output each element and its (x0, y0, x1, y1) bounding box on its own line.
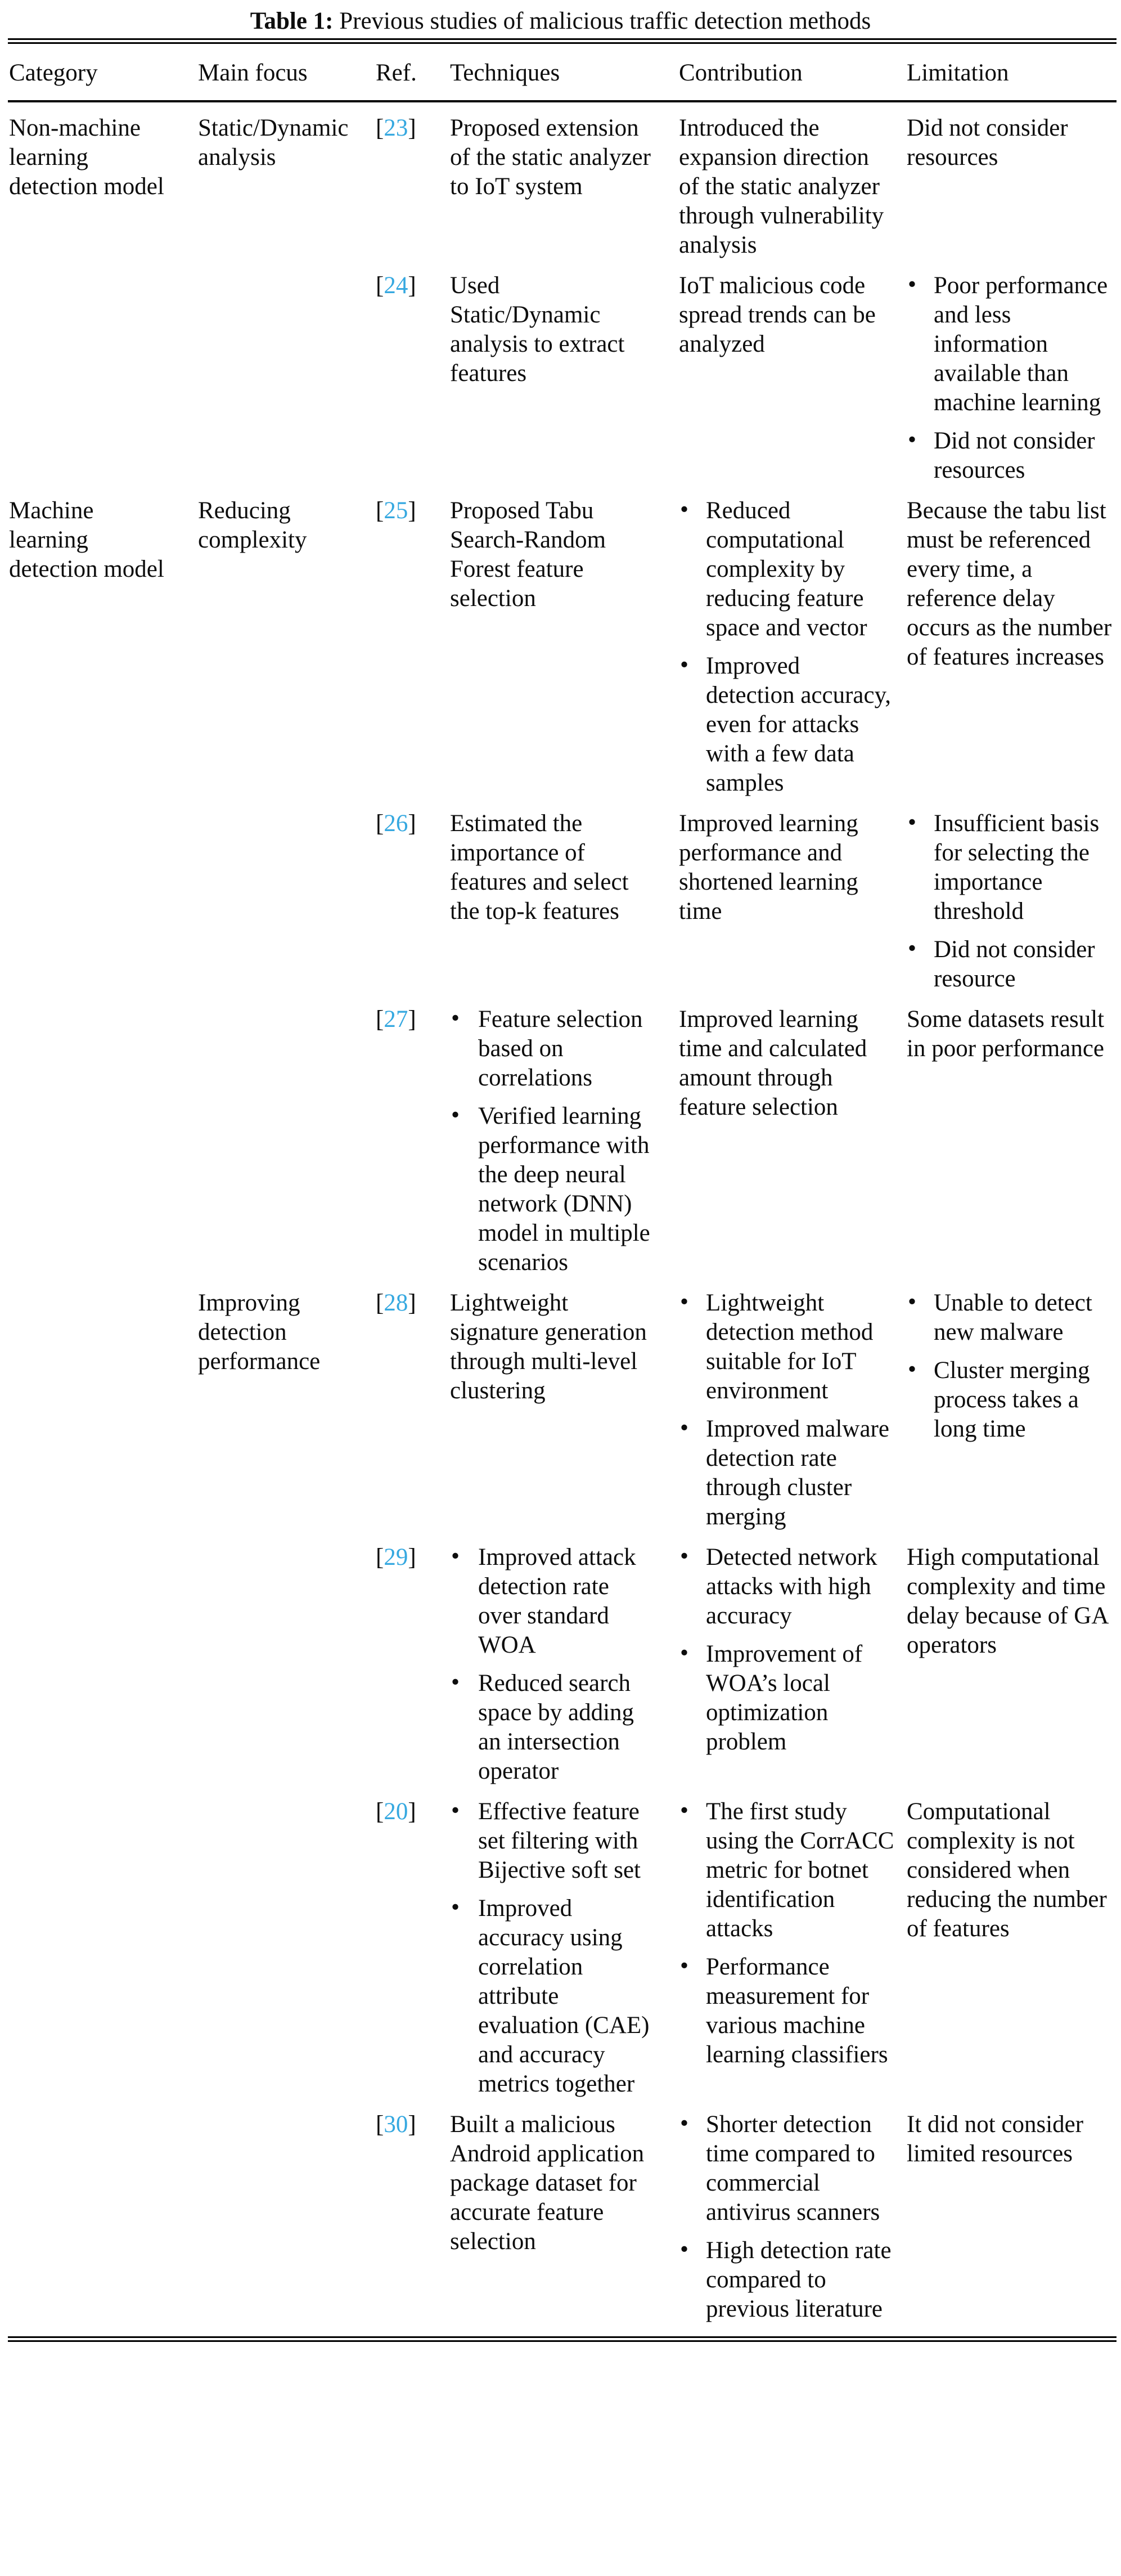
techniques-cell (443, 1543, 672, 1786)
ref-cell (371, 114, 443, 260)
limitation-item (907, 1289, 1117, 1347)
ref-bracket-open: [ (376, 272, 384, 299)
bullet-icon: • (680, 1797, 689, 1824)
ref-link[interactable]: 25 (384, 497, 408, 524)
techniques-item-text: Improved accuracy using correlation attribute evaluation (CAE) and accuracy metrics together (478, 1895, 650, 2097)
ref-bracket-open: [ (376, 1006, 384, 1033)
bullet-icon: • (680, 652, 689, 678)
limitation-item (907, 1797, 1117, 1944)
techniques-item-text: Built a malicious Android application package dataset for accurate feature selection (450, 2111, 645, 2255)
ref-bracket-open: [ (376, 115, 384, 141)
limitation-item-text: Because the tabu list must be referenced every time, a reference delay occurs as the number of features increases (907, 497, 1112, 670)
main-focus-cell (198, 2110, 371, 2324)
contribution-item-text: High detection rate compared to previous literature (706, 2237, 892, 2322)
contribution-cell (672, 1797, 900, 2099)
limitation-item-text: High computational complexity and time delay because of GA operators (907, 1544, 1108, 1658)
contribution-item-text: Reduced computational complexity by reducing feature space and vector (706, 497, 867, 641)
bullet-icon: • (908, 1289, 917, 1315)
techniques-item (450, 809, 652, 926)
ref-bracket-close: ] (408, 1290, 416, 1316)
bullet-icon: • (451, 1102, 460, 1128)
limitation-item (907, 271, 1117, 418)
contribution-cell (672, 114, 900, 260)
contribution-item-text: Improved malware detection rate through cluster merging (706, 1416, 889, 1530)
techniques-item (450, 1102, 652, 1277)
category-cell: Machine learning detection model (9, 497, 164, 582)
contribution-item (679, 114, 894, 260)
ref-cell (371, 2110, 443, 2324)
table-row (0, 1532, 1121, 1786)
main-focus-cell (198, 1797, 371, 2099)
contribution-item-text: The first study using the CorrACC metric for botnet identification attacks (706, 1798, 894, 1942)
limitation-item-text: Cluster merging process takes a long time (934, 1357, 1090, 1442)
contribution-item (679, 2236, 894, 2324)
ref-link[interactable]: 26 (384, 810, 408, 837)
techniques-cell (443, 271, 672, 485)
limitation-cell (900, 1797, 1118, 2099)
category-cell: Non-machine learning detection model (9, 115, 164, 200)
limitation-item-text: Unable to detect new malware (934, 1290, 1092, 1345)
table-row (0, 260, 1121, 485)
contribution-cell (672, 496, 900, 798)
ref-link[interactable]: 20 (384, 1798, 408, 1825)
limitation-item-text: Insufficient basis for selecting the importance threshold (934, 810, 1100, 925)
table-row (0, 1277, 1121, 1532)
techniques-cell (443, 2110, 672, 2324)
limitation-item-text: Computational complexity is not considered when reducing the number of features (907, 1798, 1107, 1942)
ref-bracket-close: ] (408, 115, 416, 141)
bullet-icon: • (680, 2236, 689, 2263)
limitation-cell (900, 2110, 1118, 2324)
column-header-contribution: Contribution (679, 60, 803, 86)
bullet-icon: • (908, 1356, 917, 1383)
techniques-cell (443, 1797, 672, 2099)
category-cell (8, 809, 198, 994)
contribution-item (679, 1640, 894, 1757)
bullet-icon: • (908, 935, 917, 962)
main-focus-cell: Improving detection performance (198, 1290, 321, 1375)
bullet-icon: • (451, 1543, 460, 1569)
column-header-ref: Ref. (376, 60, 417, 86)
techniques-item (450, 2110, 652, 2256)
contribution-item (679, 1543, 894, 1631)
column-header-limitation: Limitation (907, 60, 1009, 86)
ref-cell (371, 496, 443, 798)
limitation-item (907, 427, 1117, 485)
table-row (0, 994, 1121, 1277)
ref-link[interactable]: 23 (384, 115, 408, 141)
column-header-techniques: Techniques (450, 60, 560, 86)
contribution-cell (672, 809, 900, 994)
table-title-label: Table 1: (250, 8, 334, 34)
techniques-item (450, 496, 652, 613)
techniques-item (450, 1543, 652, 1660)
bullet-icon: • (680, 1289, 689, 1315)
table-row (0, 102, 1121, 260)
ref-cell (371, 1289, 443, 1532)
limitation-cell (900, 1289, 1118, 1532)
ref-cell (371, 1543, 443, 1786)
bullet-icon: • (908, 809, 917, 836)
techniques-item-text: Used Static/Dynamic analysis to extract features (450, 272, 625, 387)
contribution-item-text: Shorter detection time compared to commercial antivirus scanners (706, 2111, 880, 2225)
ref-bracket-open: [ (376, 497, 384, 524)
techniques-cell (443, 1289, 672, 1532)
ref-link[interactable]: 24 (384, 272, 408, 299)
contribution-item (679, 1005, 894, 1122)
limitation-cell (900, 1005, 1118, 1277)
ref-bracket-open: [ (376, 1290, 384, 1316)
category-cell (8, 1005, 198, 1277)
limitation-item-text: Poor performance and less information available than machine learning (934, 272, 1108, 416)
ref-bracket-open: [ (376, 1798, 384, 1825)
contribution-item-text: Improved detection accuracy, even for attacks with a few data samples (706, 653, 892, 796)
limitation-item (907, 2110, 1117, 2169)
ref-bracket-close: ] (408, 1006, 416, 1033)
main-focus-cell: Static/Dynamic analysis (198, 115, 349, 170)
limitation-item (907, 1356, 1117, 1444)
table-title-caption: Previous studies of malicious traffic detection methods (339, 8, 871, 34)
table-row (0, 2099, 1121, 2324)
contribution-item (679, 809, 894, 926)
table-row (0, 485, 1121, 798)
contribution-item-text: Improved learning performance and shortened learning time (679, 810, 858, 925)
contribution-item (679, 271, 894, 359)
bullet-icon: • (680, 1543, 689, 1569)
category-cell (8, 271, 198, 485)
contribution-cell (672, 1289, 900, 1532)
contribution-item (679, 1797, 894, 1944)
ref-link[interactable]: 28 (384, 1290, 408, 1316)
table-row (0, 1786, 1121, 2099)
ref-cell (371, 1797, 443, 2099)
bullet-icon: • (451, 1669, 460, 1695)
main-focus-cell (198, 1543, 371, 1786)
table-body (0, 102, 1121, 2324)
techniques-item-text: Feature selection based on correlations (478, 1006, 643, 1091)
techniques-item-text: Proposed Tabu Search-Random Forest feature selection (450, 497, 606, 612)
ref-bracket-close: ] (408, 497, 416, 524)
column-header-main-focus: Main focus (198, 60, 308, 86)
bullet-icon: • (680, 1953, 689, 1979)
limitation-cell (900, 114, 1118, 260)
ref-bracket-close: ] (408, 1798, 416, 1825)
bullet-icon: • (680, 496, 689, 523)
ref-link[interactable]: 30 (384, 2111, 408, 2138)
contribution-cell (672, 1005, 900, 1277)
contribution-item-text: Introduced the expansion direction of the static analyzer through vulnerability analysis (679, 115, 884, 258)
contribution-item-text: IoT malicious code spread trends can be analyzed (679, 272, 876, 357)
techniques-item (450, 1289, 652, 1406)
contribution-item-text: Improvement of WOA’s local optimization problem (706, 1641, 863, 1755)
techniques-item (450, 1894, 652, 2099)
limitation-cell (900, 1543, 1118, 1786)
techniques-item-text: Effective feature set filtering with Bijective soft set (478, 1798, 641, 1883)
ref-bracket-open: [ (376, 2111, 384, 2138)
techniques-item-text: Reduced search space by adding an intersection operator (478, 1670, 634, 1784)
techniques-item (450, 271, 652, 388)
ref-cell (371, 271, 443, 485)
main-focus-cell: Reducing complexity (198, 497, 307, 553)
contribution-item (679, 652, 894, 798)
techniques-item-text: Estimated the importance of features and select the top-k features (450, 810, 629, 925)
bullet-icon: • (451, 1005, 460, 1031)
ref-bracket-close: ] (408, 272, 416, 299)
ref-cell (371, 809, 443, 994)
ref-bracket-open: [ (376, 1544, 384, 1570)
column-header-category: Category (9, 60, 98, 86)
bullet-icon: • (680, 1640, 689, 1666)
techniques-item (450, 1669, 652, 1786)
table-row (0, 798, 1121, 994)
main-focus-cell (198, 271, 371, 485)
limitation-item (907, 496, 1117, 672)
bullet-icon: • (451, 1797, 460, 1824)
contribution-item (679, 496, 894, 643)
table-header-row (0, 44, 1121, 100)
category-cell (8, 1289, 198, 1532)
techniques-item-text: Proposed extension of the static analyzer to IoT system (450, 115, 651, 200)
contribution-cell (672, 271, 900, 485)
bullet-icon: • (908, 427, 917, 453)
techniques-cell (443, 809, 672, 994)
contribution-item-text: Performance measurement for various machine learning classifiers (706, 1954, 888, 2068)
contribution-item (679, 1953, 894, 2070)
ref-bracket-close: ] (408, 810, 416, 837)
bullet-icon: • (680, 2110, 689, 2137)
limitation-item-text: Did not consider resources (907, 115, 1068, 170)
category-cell (8, 2110, 198, 2324)
ref-link[interactable]: 27 (384, 1006, 408, 1033)
ref-cell (371, 1005, 443, 1277)
bullet-icon: • (908, 271, 917, 298)
limitation-item (907, 1005, 1117, 1063)
limitation-item-text: It did not consider limited resources (907, 2111, 1084, 2167)
limitation-cell (900, 809, 1118, 994)
main-focus-cell (198, 809, 371, 994)
limitation-item (907, 809, 1117, 926)
bullet-icon: • (680, 1415, 689, 1441)
limitation-item (907, 114, 1117, 172)
techniques-cell (443, 1005, 672, 1277)
limitation-cell (900, 271, 1118, 485)
table-title (0, 0, 1121, 38)
techniques-item (450, 1005, 652, 1093)
techniques-item-text: Lightweight signature generation through multi-level clustering (450, 1290, 647, 1404)
bullet-icon: • (451, 1894, 460, 1920)
techniques-item (450, 1797, 652, 1885)
techniques-cell (443, 114, 672, 260)
limitation-item-text: Did not consider resources (934, 428, 1095, 483)
contribution-item (679, 1415, 894, 1532)
contribution-item-text: Detected network attacks with high accuracy (706, 1544, 877, 1629)
category-cell (8, 1543, 198, 1786)
contribution-item-text: Lightweight detection method suitable for IoT environment (706, 1290, 874, 1404)
limitation-item-text: Did not consider resource (934, 936, 1095, 992)
techniques-cell (443, 496, 672, 798)
table-bottom-rule (8, 2336, 1117, 2342)
techniques-item-text: Verified learning performance with the deep neural network (DNN) model in multiple scenarios (478, 1103, 650, 1276)
contribution-cell (672, 1543, 900, 1786)
contribution-item (679, 1289, 894, 1406)
techniques-item (450, 114, 652, 201)
contribution-item-text: Improved learning time and calculated amount through feature selection (679, 1006, 867, 1120)
table-top-rule (8, 38, 1117, 44)
category-cell (8, 1797, 198, 2099)
limitation-item-text: Some datasets result in poor performance (907, 1006, 1105, 1062)
ref-bracket-close: ] (408, 2111, 416, 2138)
ref-bracket-close: ] (408, 1544, 416, 1570)
limitation-item (907, 935, 1117, 994)
limitation-cell (900, 496, 1118, 798)
table-bottom-gap (0, 2324, 1121, 2336)
contribution-cell (672, 2110, 900, 2324)
contribution-item (679, 2110, 894, 2227)
limitation-item (907, 1543, 1117, 1660)
ref-bracket-open: [ (376, 810, 384, 837)
techniques-item-text: Improved attack detection rate over standard WOA (478, 1544, 636, 1658)
ref-link[interactable]: 29 (384, 1544, 408, 1570)
main-focus-cell (198, 1005, 371, 1277)
